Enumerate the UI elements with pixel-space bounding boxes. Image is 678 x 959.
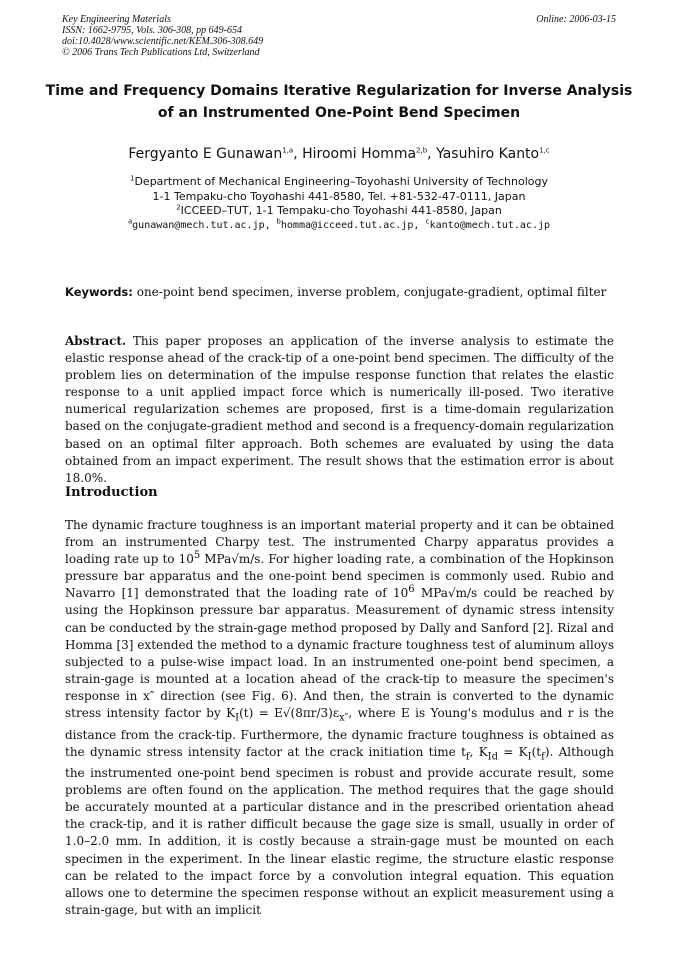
abstract-label: Abstract.: [65, 334, 127, 348]
abstract-text: This paper proposes an application of the inverse analysis to estimate the elastic response ahead of the crack-tip of a one-point bend specimen. The difficulty of the problem lies on determination of the impulse response function that relates the elastic response to a unit applied impact force which is numerically ill-posed. Two iterative numerical regularization schemes are proposed, first is a time-domain regularization based on the conjugate-gradient method and second is a frequency-domain regularization based on an optimal filter approach. Both schemes are evaluated by using the data obtained from an impact experiment. The result shows that the estimation error is about 18.0%.: [65, 334, 614, 485]
author-list: Fergyanto E Gunawan$^{1,a}$, Hiroomi Homma$^{2,b}$, Yasuhiro Kanto$^{1,c}$: [128, 146, 550, 162]
author-mark: 1,c: [539, 146, 550, 155]
email-link[interactable]: homma@icceed.tut.ac.jp,: [280, 219, 420, 231]
author-name: Hiroomi Homma: [302, 146, 417, 162]
affiliation-line: $^1$Department of Mechanical Engineering–Toyohashi University of Technology: [129, 174, 548, 188]
email-link[interactable]: kanto@mech.tut.ac.jp: [429, 219, 551, 231]
journal-name: Key Engineering Materials: [62, 14, 171, 25]
section-heading: Introduction: [65, 485, 158, 500]
email-link[interactable]: gunawan@mech.tut.ac.jp,: [132, 219, 271, 231]
author-mark: 1,a: [282, 146, 294, 155]
online-date: Online: 2006-03-15: [536, 14, 616, 25]
affiliation-line: $^2$ICCEED–TUT, 1-1 Tempaku-cho Toyohashi 441-8580, Japan: [176, 203, 502, 217]
abstract: [65, 333, 614, 487]
introduction-paragraph: The dynamic fracture toughness is an important material property and it can be obtained from an instrumented Charpy test. The instrumented Charpy apparatus provides a loading rate up to $10^5$ MPa√m/s. For higher loading rate, a combination of the Hopkinson pressure bar apparatus and the one-point bend specimen is commonly used. Rubio and Navarro [1] demonstrated that the loading rate of $10^6$ MPa√m/s could be reached by using the Hopkinson pressure bar apparatus. Measurement of dynamic stress intensity can be conducted by the strain-gage method proposed by Dally and Sanford [2]. Rizal and Homma [3] extended the method to a dynamic fracture toughness test of aluminum alloys subjected to a pulse-wise impact load. In an instrumented one-point bend specimen, a strain-gage is mounted at a location ahead of the crack-tip to measure the specimen's response in x″ direction (see Fig. 6). And then, the strain is converted to the dynamic stress intensity factor by $K_I(t) = E√(8\pi r/3)\varepsilon_{x''}$, where E is Young's modulus and r is the distance from the crack-tip. Furthermore, the dynamic fracture toughness is obtained as the dynamic stress intensity factor at the crack initiation time $t_f$, $K_{Id} = K_I(t_f)$. Although the instrumented one-point bend specimen is robust and provide accurate result, some problems are often found on the application. The method requires that the gage should be accurately mounted at a particular distance and in the prescribed orientation ahead the crack-tip, and it is rather difficult because the gage size is small, usually in order of 1.0–2.0 mm. In addition, it is costly because a strain-gage must be mounted on each specimen in the experiment. In the linear elastic regime, the structure elastic response can be related to the impact force by a convolution integral equation. This equation allows one to determine the specimen response without an explicit measurement using a strain-gage, but with an implicit: [65, 518, 615, 917]
running-header: [62, 14, 616, 58]
email-line: $^a$gunawan@mech.tut.ac.jp, $^b$homma@icceed.tut.ac.jp, $^c$kanto@mech.tut.ac.jp: [127, 217, 551, 231]
affiliation-line: 1-1 Tempaku-cho Toyohashi 441-8580, Tel. +81-532-47-0111, Japan: [152, 189, 526, 203]
affiliations: [0, 175, 678, 233]
keywords: [65, 285, 618, 299]
author-mark: 2,b: [416, 146, 428, 155]
keywords-text: one-point bend specimen, inverse problem, conjugate-gradient, optimal filter: [136, 285, 607, 299]
doi-line: doi:10.4028/www.scientific.net/KEM.306-308.649: [62, 36, 264, 47]
keywords-label: Keywords:: [65, 285, 133, 299]
paper-title: Time and Frequency Domains Iterative Regularization for Inverse Analysis of an Instrumented One-Point Bend Specimen: [45, 83, 633, 121]
copyright-line: © 2006 Trans Tech Publications Ltd, Switzerland: [62, 47, 260, 58]
author-name: Yasuhiro Kanto: [436, 146, 540, 162]
author-name: Fergyanto E Gunawan: [128, 146, 283, 162]
issn-line: ISSN: 1662-9795, Vols. 306-308, pp 649-654: [62, 25, 242, 36]
